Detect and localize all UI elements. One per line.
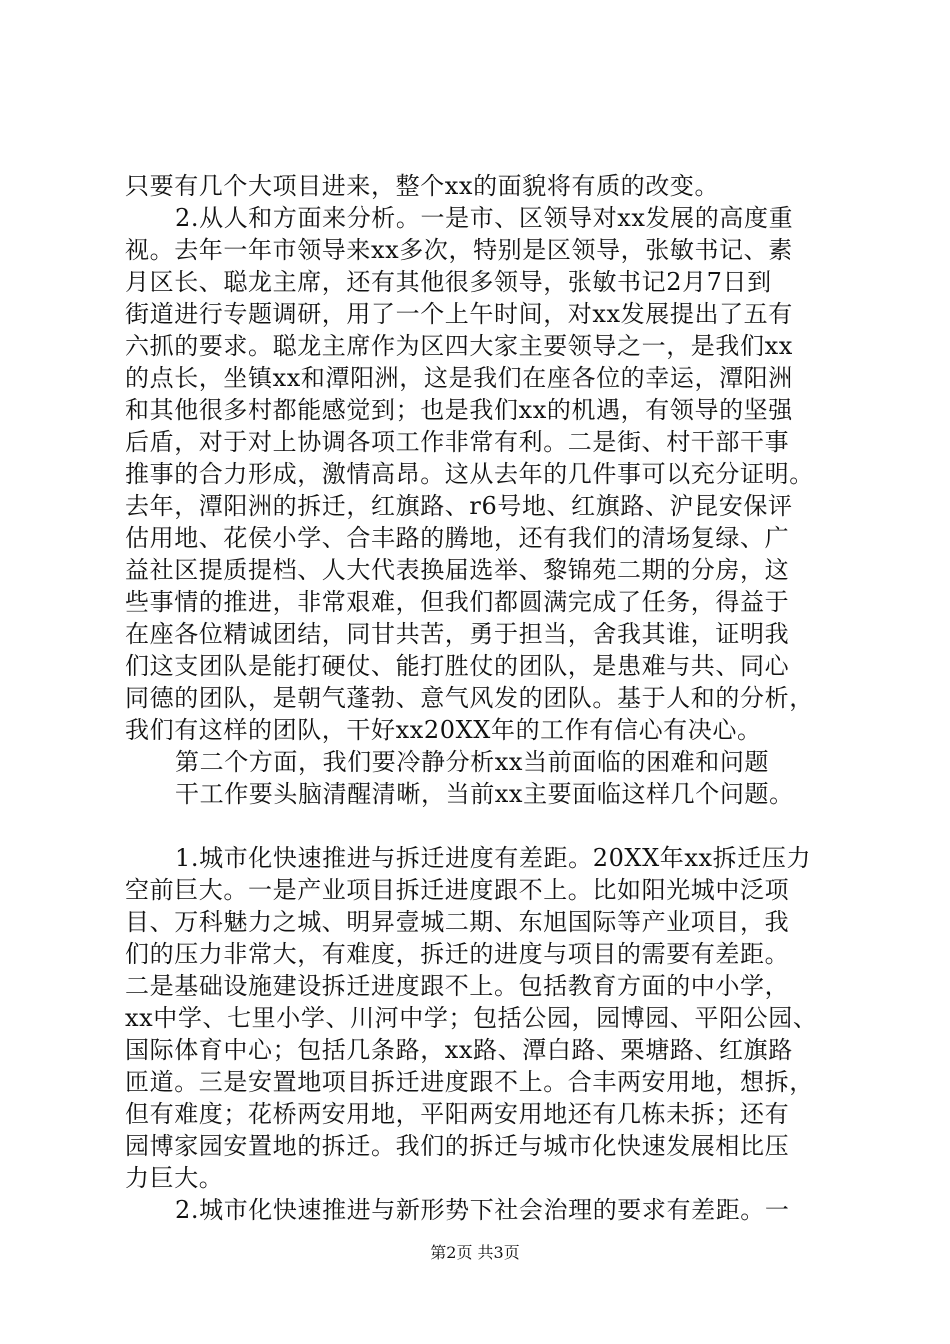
text-line: 目、万科魅力之城、明昇壹城二期、东旭国际等产业项目，我 (125, 908, 790, 936)
text-line: 的点长，坐镇xx和潭阳洲，这是我们在座各位的幸运，潭阳洲 (125, 364, 793, 392)
text-line: 估用地、花侯小学、合丰路的腾地，还有我们的清场复绿、广 (125, 524, 790, 552)
text-line: 推事的合力形成，激情高昂。这从去年的几件事可以充分证明。 (125, 460, 814, 488)
text-line: 园博家园安置地的拆迁。我们的拆迁与城市化快速发展相比压 (125, 1132, 790, 1160)
text-line: 但有难度；花桥两安用地，平阳两安用地还有几栋未拆；还有 (125, 1100, 790, 1128)
text-line: 六抓的要求。聪龙主席作为区四大家主要领导之一，是我们xx (125, 332, 793, 360)
text-line: 干工作要头脑清醒清晰，当前xx主要面临这样几个问题。 (175, 780, 794, 808)
text-line: 视。去年一年市领导来xx多次，特别是区领导，张敏书记、素 (125, 236, 793, 264)
page-footer: 第2页 共3页 (430, 1243, 520, 1262)
text-line: 二是基础设施建设拆迁进度跟不上。包括教育方面的中小学， (125, 972, 790, 1000)
text-line: 些事情的推进，非常艰难，但我们都圆满完成了任务，得益于 (125, 588, 790, 616)
text-line: 2.城市化快速推进与新形势下社会治理的要求有差距。一 (175, 1196, 790, 1224)
text-line: 力巨大。 (125, 1164, 224, 1192)
text-line: 2.从人和方面来分析。一是市、区领导对xx发展的高度重 (175, 204, 794, 232)
blank-line (125, 810, 825, 842)
text-line: 在座各位精诚团结，同甘共苦，勇于担当，舍我其谁，证明我 (125, 620, 790, 648)
text-line: 匝道。三是安置地项目拆迁进度跟不上。合丰两安用地，想拆， (125, 1068, 814, 1096)
text-line: 空前巨大。一是产业项目拆迁进度跟不上。比如阳光城中泛项 (125, 876, 790, 904)
text-line: 只要有几个大项目进来，整个xx的面貌将有质的改变。 (125, 172, 720, 200)
text-line: 街道进行专题调研，用了一个上午时间，对xx发展提出了五有 (125, 300, 793, 328)
section-heading: 第二个方面，我们要冷静分析xx当前面临的困难和问题 (175, 748, 770, 776)
text-line: 同德的团队，是朝气蓬勃、意气风发的团队。基于人和的分析， (125, 684, 814, 712)
text-line: 益社区提质提档、人大代表换届选举、黎锦苑二期的分房，这 (125, 556, 790, 584)
text-line: 我们有这样的团队，干好xx20XX年的工作有信心有决心。 (125, 716, 762, 744)
text-line: xx中学、七里小学、川河中学；包括公园，园博园、平阳公园、 (125, 1004, 818, 1032)
document-body (125, 170, 825, 1226)
text-line: 国际体育中心；包括几条路，xx路、潭白路、栗塘路、红旗路 (125, 1036, 793, 1064)
text-line: 月区长、聪龙主席，还有其他很多领导，张敏书记2月7日到 (125, 268, 772, 296)
text-line: 和其他很多村都能感觉到；也是我们xx的机遇，有领导的坚强 (125, 396, 793, 424)
text-line: 们的压力非常大，有难度，拆迁的进度与项目的需要有差距。 (125, 940, 790, 968)
text-line: 后盾，对于对上协调各项工作非常有利。二是街、村干部干事 (125, 428, 790, 456)
text-line: 去年，潭阳洲的拆迁，红旗路、r6号地、红旗路、沪昆安保评 (125, 492, 793, 520)
text-line: 1.城市化快速推进与拆迁进度有差距。20XX年xx拆迁压力 (175, 844, 812, 872)
text-line: 们这支团队是能打硬仗、能打胜仗的团队，是患难与共、同心 (125, 652, 790, 680)
